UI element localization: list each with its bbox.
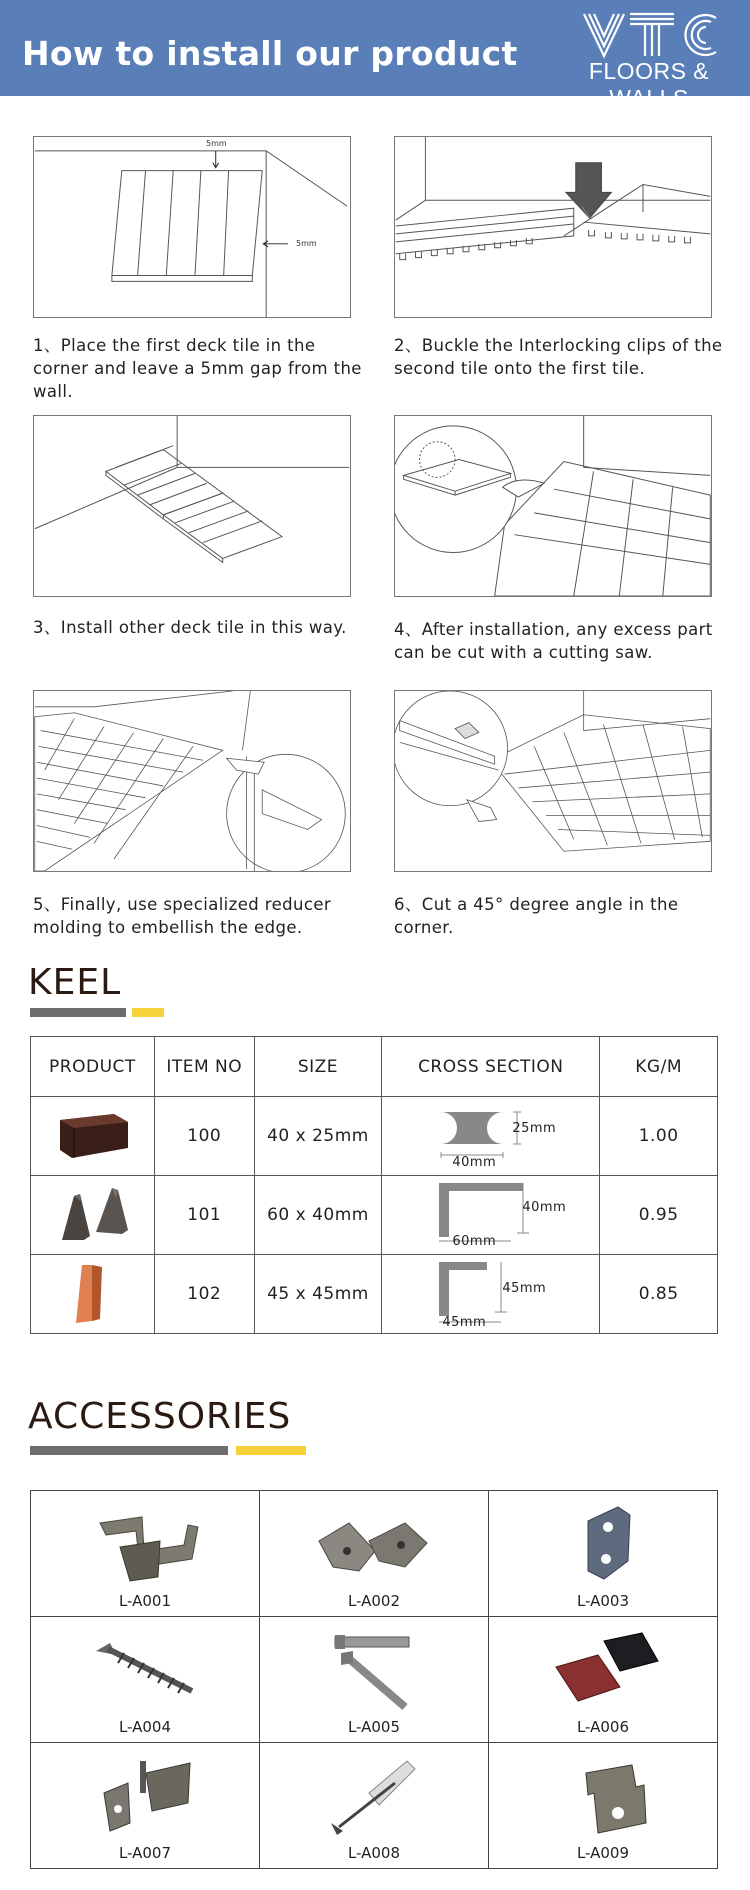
bracket-icon <box>538 1501 668 1587</box>
step-3-caption: 3、Install other deck tile in this way. <box>33 618 347 637</box>
keel-kgm: 0.85 <box>600 1255 718 1334</box>
keel-dim-a: 40mm <box>522 1200 567 1215</box>
keel-item-no: 102 <box>154 1255 254 1334</box>
keel-col-kgm: KG/M <box>600 1037 718 1097</box>
table-row <box>31 1491 718 1617</box>
keel-col-item-no: ITEM NO <box>154 1037 254 1097</box>
keel-product-image <box>31 1255 155 1334</box>
keel-item-no: 101 <box>154 1176 254 1255</box>
clip-icon <box>80 1501 210 1587</box>
table-row <box>31 1617 718 1743</box>
keel-item-no: 100 <box>154 1097 254 1176</box>
keel-dim-a: 45mm <box>502 1281 547 1296</box>
accessory-code: L-A002 <box>347 1592 401 1610</box>
accessory-cell <box>260 1491 489 1617</box>
step-3-illustration <box>33 415 351 597</box>
table-row <box>31 1176 718 1255</box>
table-row <box>31 1255 718 1334</box>
accessory-code: L-A005 <box>347 1718 401 1736</box>
step-1-illustration <box>33 136 351 318</box>
step-6-caption: 6、Cut a 45° degree angle in the corner. <box>394 895 679 937</box>
table-row <box>31 1097 718 1176</box>
keel-product-image <box>31 1097 155 1176</box>
step-5-illustration <box>33 690 351 872</box>
keel-102-product-icon <box>52 1259 132 1325</box>
accessory-code: L-A001 <box>118 1592 172 1610</box>
keel-dim-a: 25mm <box>512 1121 557 1136</box>
keel-col-product: PRODUCT <box>31 1037 155 1097</box>
accessory-code: L-A004 <box>118 1718 172 1736</box>
keel-102-section-icon <box>391 1256 591 1328</box>
bolt-icon <box>309 1627 439 1713</box>
keel-kgm: 0.95 <box>600 1176 718 1255</box>
keel-101-product-icon <box>52 1180 132 1246</box>
screw-icon <box>80 1627 210 1713</box>
keel-dim-b: 40mm <box>452 1155 497 1170</box>
accessory-cell <box>31 1491 260 1617</box>
keel-size: 45 x 45mm <box>254 1255 382 1334</box>
accessories-yellow-bar <box>236 1446 306 1455</box>
page-title: How to install our product <box>22 34 518 73</box>
accessory-code: L-A009 <box>576 1844 630 1862</box>
step-2-caption: 2、Buckle the Interlocking clips of the second tile onto the first tile. <box>394 336 723 378</box>
keel-col-size: SIZE <box>254 1037 382 1097</box>
accessory-cell <box>31 1743 260 1869</box>
starter-clip-icon <box>80 1753 210 1839</box>
step-2-illustration <box>394 136 712 318</box>
end-clip-icon <box>538 1753 668 1839</box>
accessory-code: L-A003 <box>576 1592 630 1610</box>
double-clip-icon <box>309 1501 439 1587</box>
keel-gray-bar <box>30 1008 126 1017</box>
gap-top-label: 5mm <box>206 139 227 148</box>
keel-size: 40 x 25mm <box>254 1097 382 1176</box>
table-row <box>31 1743 718 1869</box>
logo-subtitle: FLOORS & WALLS <box>588 58 710 111</box>
keel-cross-section <box>382 1097 600 1176</box>
accessory-cell <box>260 1743 489 1869</box>
step-5-caption: 5、Finally, use specialized reducer molding to embellish the edge. <box>33 895 332 937</box>
rubber-pad-icon <box>538 1627 668 1713</box>
keel-title: KEEL <box>28 962 122 1003</box>
keel-100-product-icon <box>52 1106 132 1162</box>
accessory-code: L-A006 <box>576 1718 630 1736</box>
accessory-code: L-A007 <box>118 1844 172 1862</box>
keel-dim-b: 60mm <box>452 1234 497 1249</box>
gap-right-label: 5mm <box>296 239 317 248</box>
accessory-cell <box>489 1743 718 1869</box>
accessories-title: ACCESSORIES <box>28 1396 292 1437</box>
keel-yellow-bar <box>132 1008 164 1017</box>
wall-plug-icon <box>309 1753 439 1839</box>
accessory-cell <box>31 1617 260 1743</box>
accessories-table <box>30 1490 718 1869</box>
accessories-gray-bar <box>30 1446 228 1455</box>
keel-col-cross-section: CROSS SECTION <box>382 1037 600 1097</box>
accessory-cell <box>489 1617 718 1743</box>
keel-cross-section <box>382 1176 600 1255</box>
step-4-illustration <box>394 415 712 597</box>
step-1-caption: 1、Place the first deck tile in the corner and leave a 5mm gap from the wall. <box>33 336 362 401</box>
keel-kgm: 1.00 <box>600 1097 718 1176</box>
keel-dim-b: 45mm <box>442 1315 487 1330</box>
keel-table <box>30 1036 718 1334</box>
page-header <box>0 0 750 111</box>
keel-product-image <box>31 1176 155 1255</box>
accessory-cell <box>260 1617 489 1743</box>
keel-cross-section <box>382 1255 600 1334</box>
keel-header-row <box>31 1037 718 1097</box>
accessory-code: L-A008 <box>347 1844 401 1862</box>
step-6-illustration <box>394 690 712 872</box>
accessory-cell <box>489 1491 718 1617</box>
keel-size: 60 x 40mm <box>254 1176 382 1255</box>
step-4-caption: 4、After installation, any excess part can be cut with a cutting saw. <box>394 620 713 662</box>
